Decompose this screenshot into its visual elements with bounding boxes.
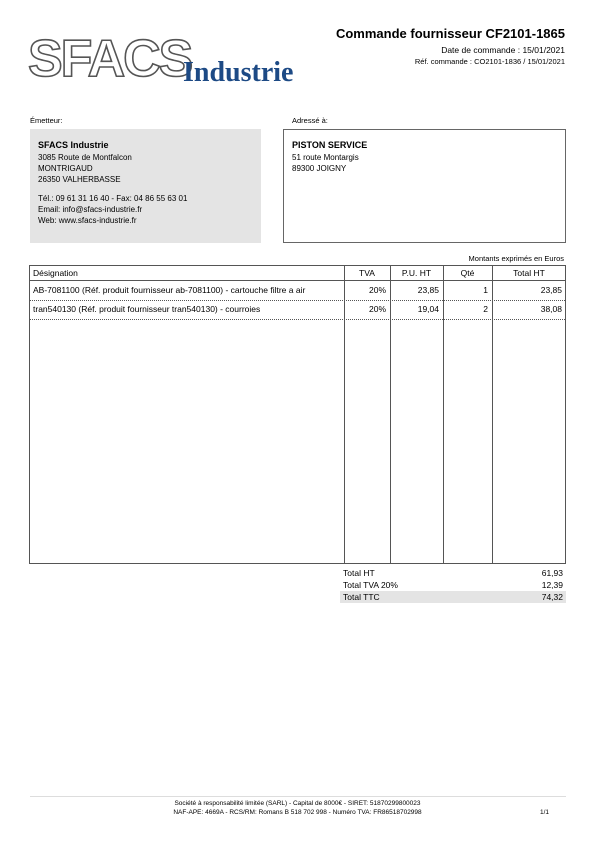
row-total: 38,08	[540, 304, 562, 314]
order-date: Date de commande : 15/01/2021	[441, 45, 565, 55]
currency-note: Montants exprimés en Euros	[468, 254, 564, 263]
header-total: Total HT	[513, 268, 545, 278]
totals-block	[340, 567, 566, 603]
recipient-address-line: 89300 JOIGNY	[292, 164, 347, 173]
logo-subtext: Industrie	[183, 57, 294, 88]
row-unit-price: 23,85	[417, 285, 439, 295]
sender-phone: Tél.: 09 61 31 16 40 - Fax: 04 86 55 63 01	[38, 194, 188, 203]
footer-legal-line: Société à responsabilité limitée (SARL) - Capital de 8000€ - SIRET: 51870299800023	[174, 800, 421, 807]
row-tva: 20%	[368, 304, 386, 314]
sender-address-line: MONTRIGAUD	[38, 164, 93, 173]
table-row	[30, 281, 565, 301]
total-ht-label: Total HT	[343, 568, 375, 578]
header-unit-price: P.U. HT	[401, 268, 432, 278]
sender-box	[30, 129, 261, 243]
row-total: 23,85	[540, 285, 562, 295]
logo-text: SFACS	[28, 30, 192, 88]
total-tva-row	[340, 579, 566, 591]
sender-address-line: 3085 Route de Montfalcon	[38, 153, 132, 162]
sender-web: Web: www.sfacs-industrie.fr	[38, 216, 137, 225]
table-row	[30, 300, 565, 320]
total-ttc-row	[340, 591, 566, 603]
header-quantity: Qté	[460, 268, 475, 278]
items-table	[29, 265, 566, 564]
row-designation: AB-7081100 (Réf. produit fournisseur ab-7081100) - cartouche filtre a air	[33, 285, 306, 295]
row-unit-price: 19,04	[417, 304, 439, 314]
sender-label: Émetteur:	[30, 116, 63, 125]
total-ht-value: 61,93	[541, 568, 563, 578]
sender-name: SFACS Industrie	[38, 140, 109, 150]
total-ht-row	[340, 567, 566, 579]
company-logo	[28, 30, 313, 90]
sender-address-line: 26350 VALHERBASSE	[38, 175, 121, 184]
row-quantity: 1	[483, 285, 488, 295]
row-tva: 20%	[368, 285, 386, 295]
header-designation: Désignation	[33, 268, 78, 278]
footer-divider	[30, 796, 566, 797]
total-ttc-value: 74,32	[541, 592, 563, 602]
total-tva-label: Total TVA 20%	[343, 580, 398, 590]
total-tva-value: 12,39	[541, 580, 563, 590]
recipient-label: Adressé à:	[292, 116, 328, 125]
order-reference: Réf. commande : CO2101-1836 / 15/01/2021	[414, 57, 565, 66]
sender-email: Email: info@sfacs-industrie.fr	[38, 205, 143, 214]
document-title: Commande fournisseur CF2101-1865	[335, 26, 565, 41]
row-designation: tran540130 (Réf. produit fournisseur tran540130) - courroies	[33, 304, 261, 314]
recipient-box	[283, 129, 566, 243]
footer-registration-line: NAF-APE: 4669A - RCS/RM: Romans B 518 702 998 - Numéro TVA: FR86518702998	[173, 809, 422, 816]
header-tva: TVA	[359, 268, 375, 278]
total-ttc-label: Total TTC	[343, 592, 380, 602]
row-quantity: 2	[483, 304, 488, 314]
table-header	[30, 266, 565, 281]
recipient-address-line: 51 route Montargis	[292, 153, 359, 162]
recipient-name: PISTON SERVICE	[292, 140, 368, 150]
page-number: 1/1	[539, 809, 549, 816]
